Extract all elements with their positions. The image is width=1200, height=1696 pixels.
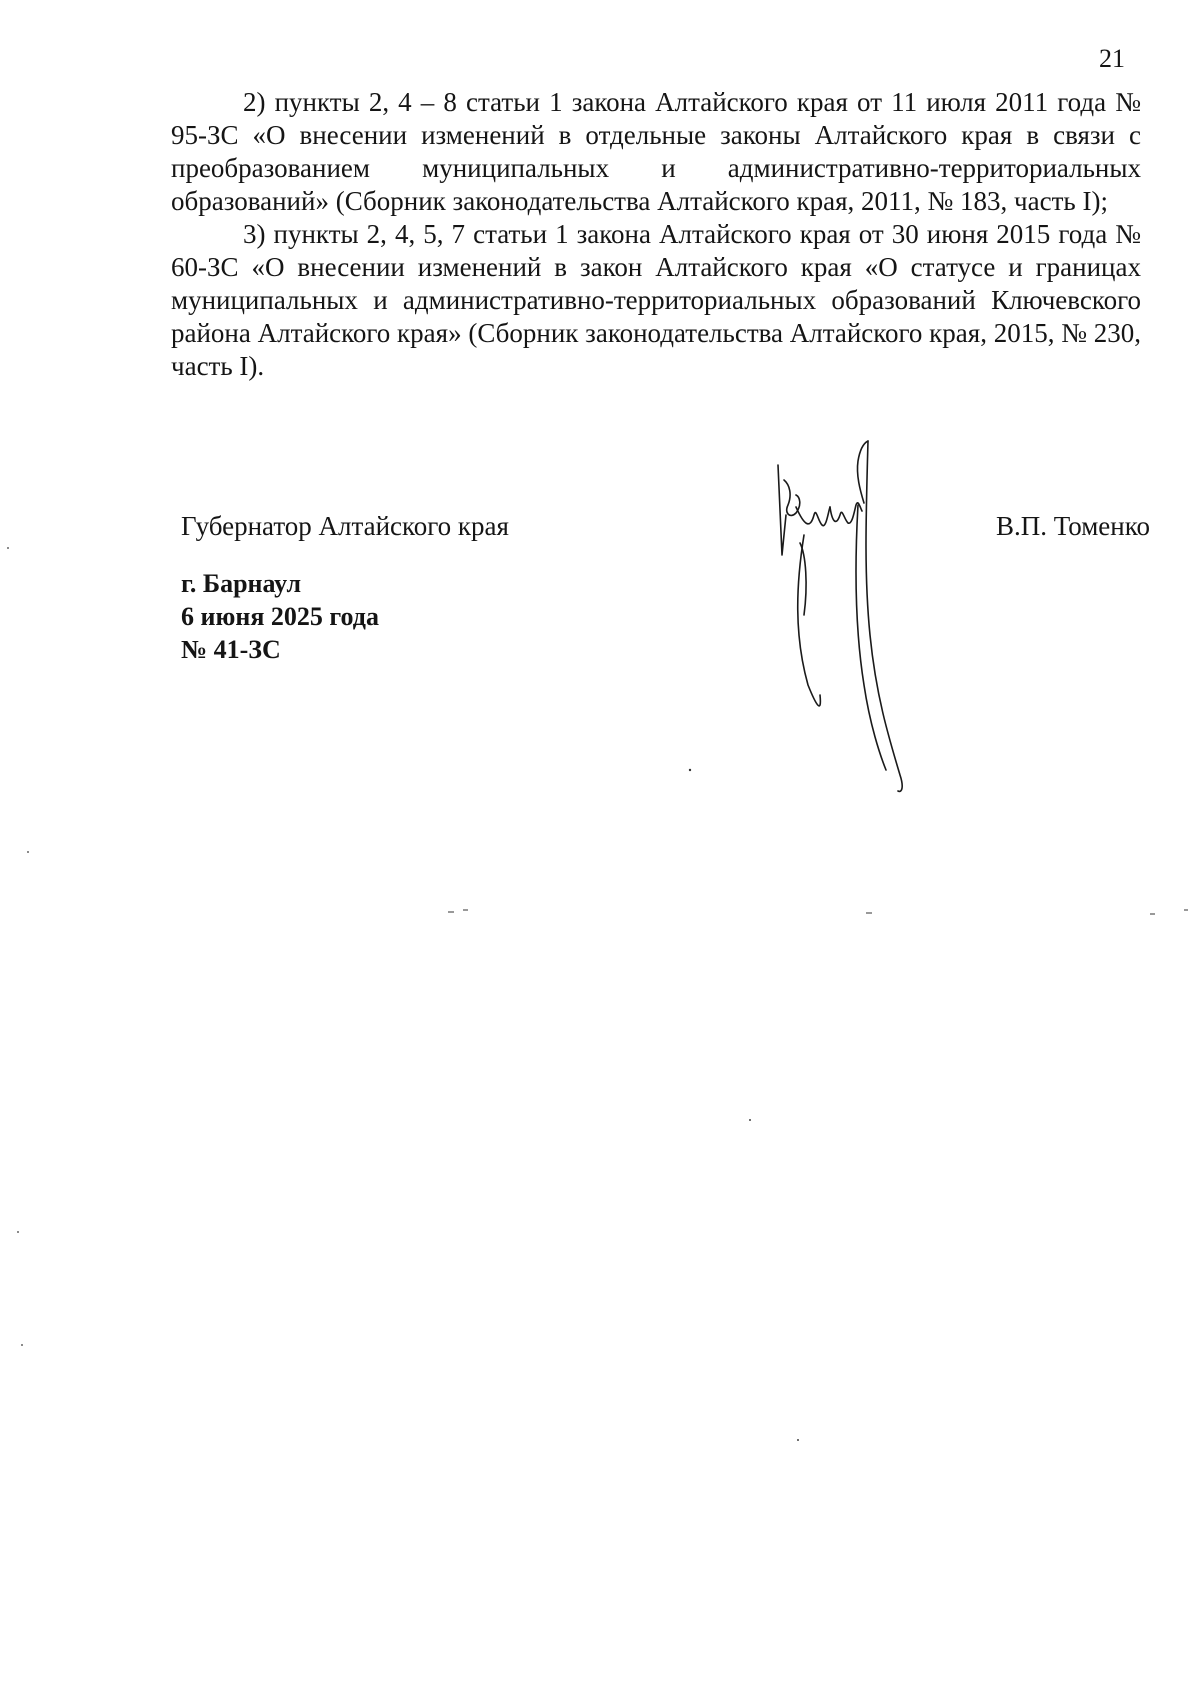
scan-speck (7, 547, 9, 549)
signer-position-title: Губернатор Алтайского края (181, 511, 509, 541)
scan-speck (797, 1439, 799, 1441)
scan-speck (749, 1119, 751, 1121)
signer-name: В.П. Томенко (996, 511, 1150, 541)
issue-city: г. Барнаул (181, 569, 302, 598)
issue-number: № 41-ЗС (181, 635, 281, 664)
clause-3: 3) пункты 2, 4, 5, 7 статьи 1 закона Алтайского края от 30 июня 2015 года № 60-ЗС «О внесении изменений в закон Алтайского края «О статусе и границах муниципальных и административно-территориальных образований Ключевского района Алтайского края» (Сборник законодательства Алтайского края, 2015, № 230, часть I). (171, 219, 1141, 381)
scan-speck (17, 1231, 19, 1233)
page-number: 21 (1099, 44, 1125, 73)
scan-speck (689, 769, 691, 771)
scan-speck (27, 851, 29, 853)
clause-2: 2) пункты 2, 4 – 8 статьи 1 закона Алтайского края от 11 июля 2011 года № 95-ЗС «О внесении изменений в отдельные законы Алтайского края в связи с преобразованием муниципальных и административно-территориальных образований» (Сборник законодательства Алтайского края, 2011, № 183, часть I); (171, 87, 1141, 216)
scan-speck (21, 1344, 23, 1346)
issue-date: 6 июня 2025 года (181, 602, 379, 631)
